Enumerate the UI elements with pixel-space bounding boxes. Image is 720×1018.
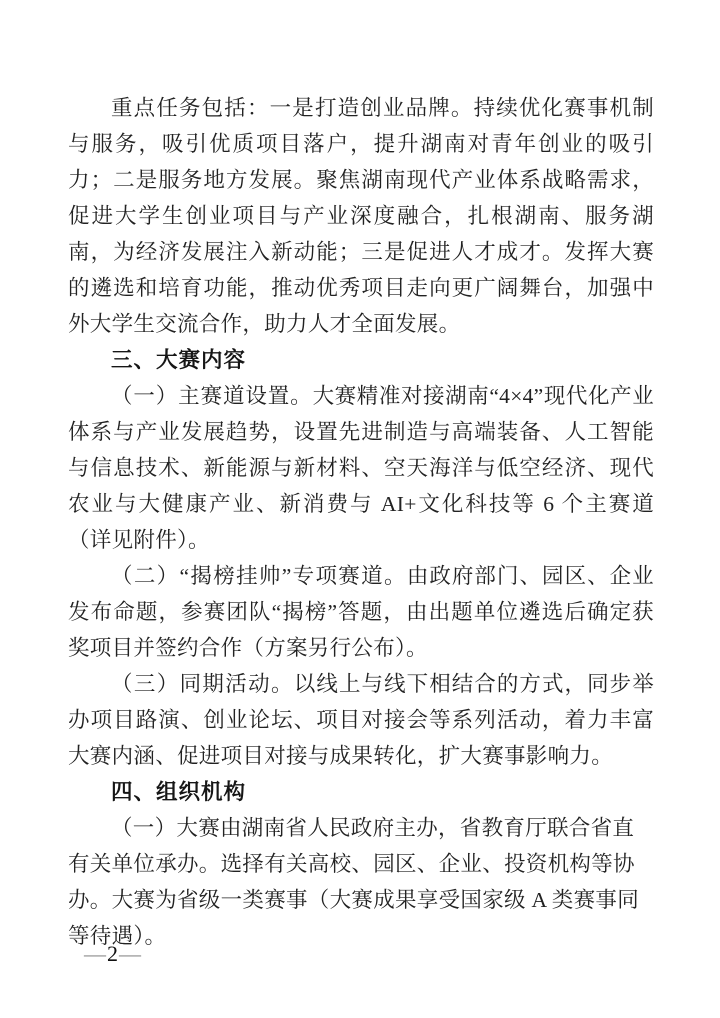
page-number-dash-right: — xyxy=(119,941,141,966)
page-footer xyxy=(84,942,141,966)
paragraph: （二）“揭榜挂帅”专项赛道。由政府部门、园区、企业发布命题，参赛团队“揭榜”答题，由出题单位遴选后确定获奖项目并签约合作（方案另行公布）。 xyxy=(68,564,654,660)
document-body xyxy=(68,90,654,954)
paragraph-lead: （一）主赛道设置。 xyxy=(111,384,313,408)
paragraph-lead: （三）同期活动。 xyxy=(111,672,294,696)
paragraph: 重点任务包括：一是打造创业品牌。持续优化赛事机制与服务，吸引优质项目落户，提升湖南对青年创业的吸引力；二是服务地方发展。聚焦湖南现代产业体系战略需求，促进大学生创业项目与产业深度融合，扎根湖南、服务湖南，为经济发展注入新动能；三是促进人才成才。发挥大赛的遴选和培育功能，推动优秀项目走向更广阔舞台，加强中外大学生交流合作，助力人才全面发展。 xyxy=(68,96,654,336)
section-heading: 三、大赛内容 xyxy=(111,348,247,372)
section-heading: 四、组织机构 xyxy=(111,780,247,804)
paragraph: （三）同期活动。以线上与线下相结合的方式，同步举办项目路演、创业论坛、项目对接会等系列活动，着力丰富大赛内涵、促进项目对接与成果转化，扩大赛事影响力。 xyxy=(68,672,654,768)
paragraph-lead: （二）“揭榜挂帅”专项赛道。 xyxy=(111,564,407,588)
paragraph: （一）大赛由湖南省人民政府主办，省教育厅联合省直有关单位承办。选择有关高校、园区、企业、投资机构等协办。大赛为省级一类赛事（大赛成果享受国家级 A 类赛事同等待遇）。 xyxy=(68,816,639,948)
paragraph: （一）主赛道设置。大赛精准对接湖南“4×4”现代化产业体系与产业发展趋势，设置先进制造与高端装备、人工智能与信息技术、新能源与新材料、空天海洋与低空经济、现代农业与大健康产业、新消费与 AI+文化科技等 6 个主赛道（详见附件）。 xyxy=(68,384,654,552)
page-number-dash-left: — xyxy=(84,941,106,966)
page-number: 2 xyxy=(107,941,118,966)
